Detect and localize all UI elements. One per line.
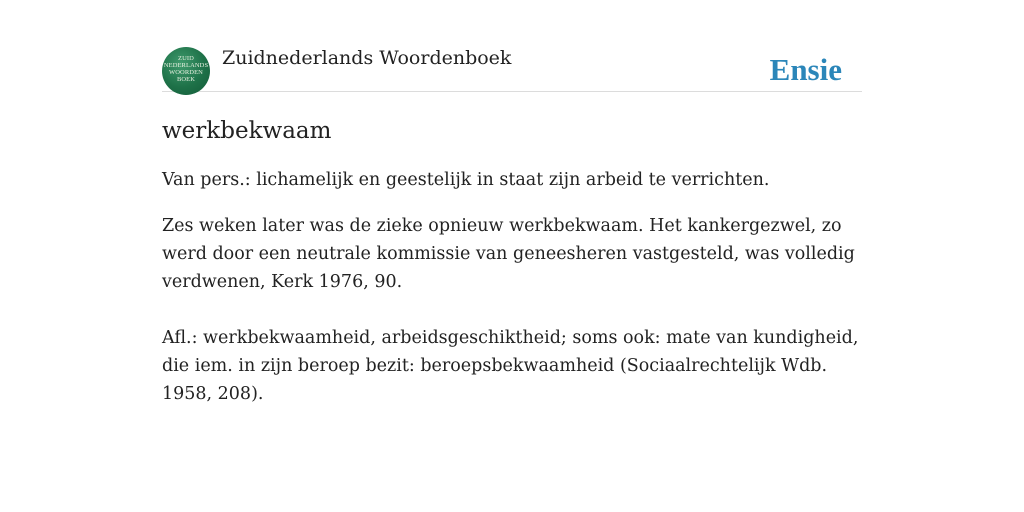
logo-line: ZUID (178, 55, 194, 62)
site-logo[interactable] (162, 47, 210, 95)
entry-headword: werkbekwaam (162, 118, 332, 144)
entry-definition: Van pers.: lichamelijk en geestelijk in staat zijn arbeid te verrichten. (162, 170, 770, 190)
logo-line: NEDERLANDS (163, 62, 209, 69)
brand-logo[interactable]: Ensie (769, 52, 842, 87)
entry-example: Zes weken later was de zieke opnieuw werkbekwaam. Het kankergezwel, zo werd door een neutrale kommissie van geneesheren vastgesteld, was volledig verdwenen, Kerk 1976, 90. (162, 216, 855, 292)
entry-content (162, 116, 862, 426)
entry-derivation: Afl.: werkbekwaamheid, arbeidsgeschiktheid; soms ook: mate van kundigheid, die iem. in zijn beroep bezit: beroepsbekwaamheid (Sociaalrechtelijk Wdb. 1958, 208). (162, 328, 859, 404)
site-title[interactable]: Zuidnederlands Woordenboek (222, 47, 512, 69)
logo-line: BOEK (176, 76, 196, 83)
logo-text (162, 55, 210, 83)
site-header (162, 46, 862, 92)
logo-line: WOORDEN (169, 69, 203, 76)
